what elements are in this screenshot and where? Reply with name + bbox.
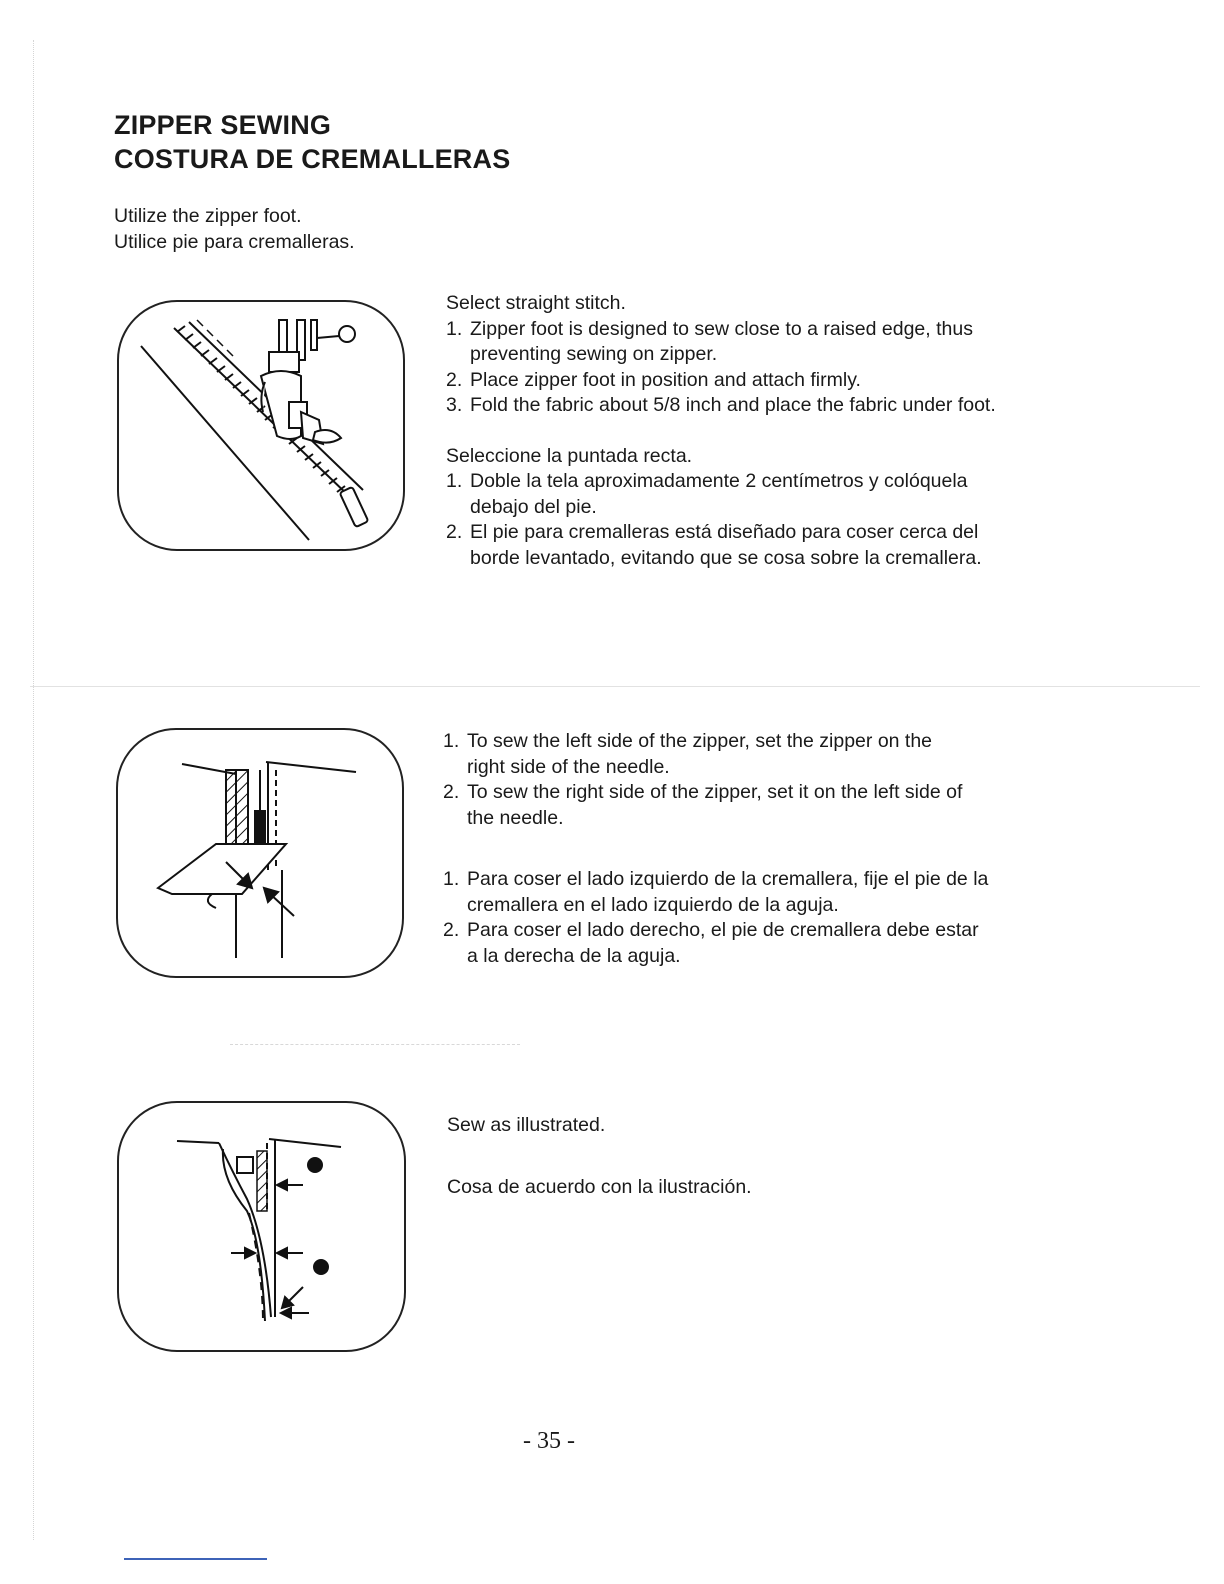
- section2-instructions: [443, 729, 1003, 969]
- illustration-zipper-foot-attach: [117, 300, 405, 551]
- section3-text-en: Sew as illustrated.: [447, 1114, 606, 1136]
- page-title-en: ZIPPER SEWING: [114, 110, 332, 140]
- illustration-sew-zipper: [117, 1101, 406, 1352]
- page-title-es: COSTURA DE CREMALLERAS: [114, 144, 511, 174]
- sew-zipper-drawing: [119, 1103, 408, 1354]
- list-item: 3. Fold the fabric about 5/8 inch and place the fabric under foot.: [446, 394, 996, 416]
- needle-position-drawing: [118, 730, 406, 980]
- section3-instructions: [447, 1113, 947, 1200]
- list-item: 2. El pie para cremalleras está diseñado para coser cerca del borde levantado, evitando que se cosa sobre la cremallera.: [446, 521, 982, 569]
- list-item: 2. Para coser el lado derecho, el pie de cremallera debe estar a la derecha de la aguja.: [443, 919, 979, 967]
- intro-text: [114, 203, 355, 255]
- list-item: 1. Para coser el lado izquierdo de la cremallera, fije el pie de la cremallera en el lado izquierdo de la aguja.: [443, 868, 989, 916]
- section1-steps-en: [446, 317, 1036, 419]
- intro-line-en: Utilize the zipper foot.: [114, 205, 302, 227]
- list-item: 1. Zipper foot is designed to sew close to a raised edge, thus preventing sewing on zipper.: [446, 317, 973, 365]
- section1-lead-en: Select straight stitch.: [446, 292, 626, 314]
- section1-lead-es: Seleccione la puntada recta.: [446, 444, 693, 467]
- bottom-edge-line: [124, 1558, 267, 1560]
- illustration-needle-position: [116, 728, 404, 978]
- section-divider: [30, 686, 1200, 687]
- faint-divider: [230, 1044, 520, 1045]
- section2-steps-en: [443, 729, 973, 831]
- section2-steps-es: [443, 867, 993, 969]
- section3-text-es: Cosa de acuerdo con la ilustración.: [447, 1175, 752, 1198]
- section1-instructions: [446, 291, 1036, 571]
- list-item: 1. To sew the left side of the zipper, set the zipper on the right side of the needle.: [443, 730, 933, 778]
- intro-line-es: Utilice pie para cremalleras.: [114, 231, 355, 253]
- list-item: 1. Doble la tela aproximadamente 2 centímetros y colóquela debajo del pie.: [446, 470, 968, 518]
- list-item: 2. To sew the right side of the zipper, set it on the left side of the needle.: [443, 781, 963, 829]
- list-item: 2. Place zipper foot in position and attach firmly.: [446, 368, 861, 391]
- page-number: - 35 -: [523, 1428, 575, 1454]
- zipper-foot-drawing: [119, 302, 407, 553]
- scan-margin-line: [33, 40, 34, 1540]
- section1-steps-es: [446, 469, 986, 571]
